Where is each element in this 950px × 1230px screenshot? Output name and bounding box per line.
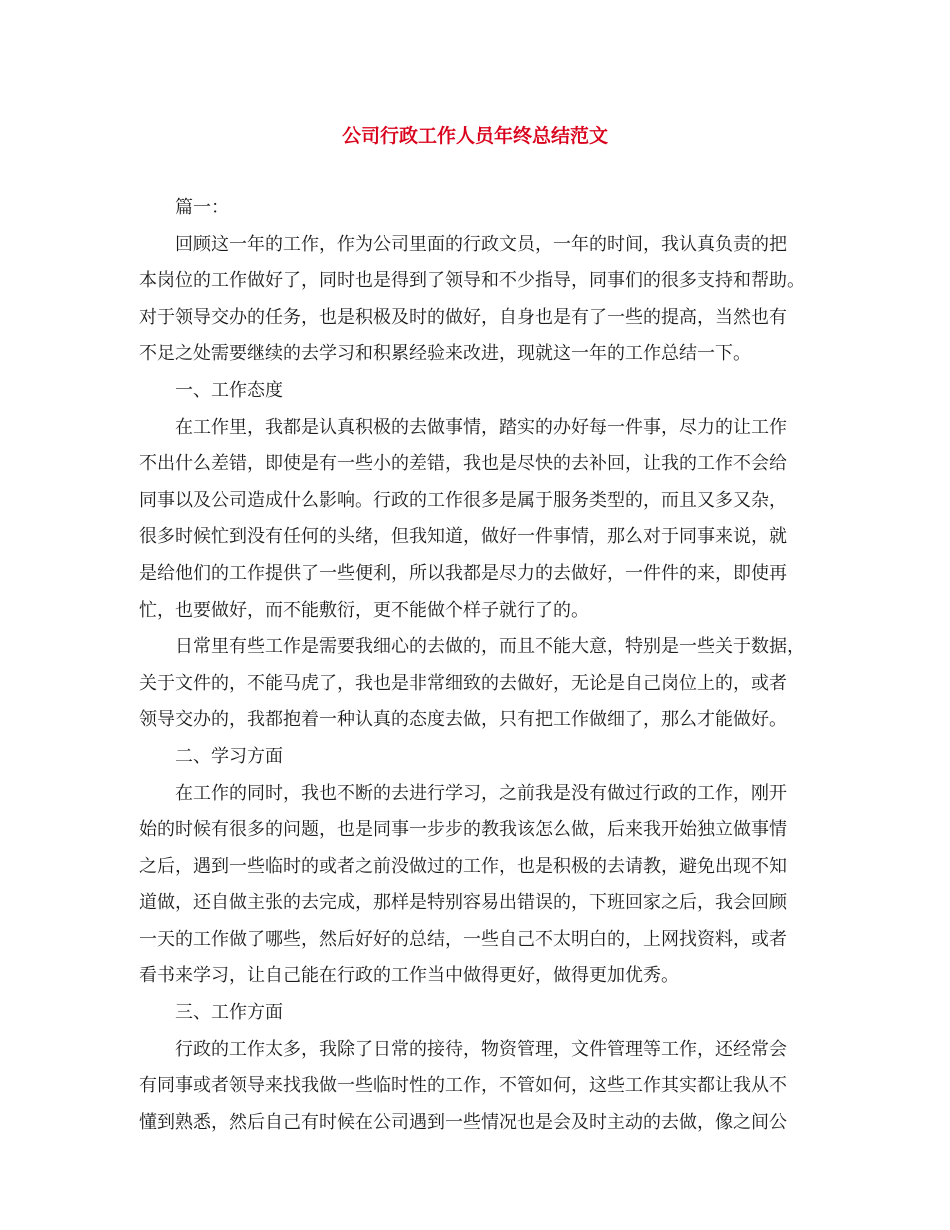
text-line: 篇一：	[175, 197, 229, 218]
text-line: 一、工作态度	[175, 379, 283, 401]
text-line: 道做，还自做主张的去完成，那样是特别容易出错误的，下班回家之后，我会回顾	[139, 892, 787, 914]
text-line: 很多时候忙到没有任何的头绪，但我知道，做好一件事情，那么对于同事来说，就	[139, 526, 787, 548]
text-line: 二、学习方面	[175, 745, 283, 767]
text-line: 三、工作方面	[175, 1002, 283, 1024]
document-body	[139, 190, 819, 1141]
text-line: 不出什么差错，即使是有一些小的差错，我也是尽快的去补回，让我的工作不会给	[139, 453, 787, 475]
text-line: 本岗位的工作做好了，同时也是得到了领导和不少指导，同事们的很多支持和帮助。	[139, 270, 805, 292]
text-line: 始的时候有很多的问题，也是同事一步步的教我该怎么做，后来我开始独立做事情	[139, 819, 787, 841]
text-line: 是给他们的工作提供了一些便利，所以我都是尽力的去做好，一件件的来，即使再	[139, 562, 787, 584]
text-line: 有同事或者领导来找我做一些临时性的工作，不管如何，这些工作其实都让我从不	[139, 1075, 787, 1097]
text-line: 日常里有些工作是需要我细心的去做的，而且不能大意，特别是一些关于数据，	[175, 636, 805, 658]
text-line: 不足之处需要继续的去学习和积累经验来改进，现就这一年的工作总结一下。	[139, 343, 751, 365]
text-line: 回顾这一年的工作，作为公司里面的行政文员，一年的时间，我认真负责的把	[175, 233, 787, 255]
text-line: 关于文件的，不能马虎了，我也是非常细致的去做好，无论是自己岗位上的，或者	[139, 672, 787, 694]
text-line: 一天的工作做了哪些，然后好好的总结，一些自己不太明白的，上网找资料，或者	[139, 928, 787, 950]
text-line: 看书来学习，让自己能在行政的工作当中做得更好，做得更加优秀。	[139, 965, 679, 987]
text-line: 对于领导交办的任务，也是积极及时的做好，自身也是有了一些的提高，当然也有	[139, 306, 787, 328]
text-line: 行政的工作太多，我除了日常的接待，物资管理，文件管理等工作，还经常会	[175, 1038, 787, 1060]
text-line: 在工作的同时，我也不断的去进行学习，之前我是没有做过行政的工作，刚开	[175, 782, 787, 804]
text-line: 忙，也要做好，而不能敷衍，更不能做个样子就行了的。	[139, 599, 589, 621]
text-line: 领导交办的，我都抱着一种认真的态度去做，只有把工作做细了，那么才能做好。	[139, 709, 787, 731]
document-title: 公司行政工作人员年终总结范文	[341, 125, 608, 147]
text-line: 之后，遇到一些临时的或者之前没做过的工作，也是积极的去请教，避免出现不知	[139, 855, 787, 877]
text-line: 同事以及公司造成什么影响。行政的工作很多是属于服务类型的，而且又多又杂，	[139, 489, 787, 511]
text-line: 在工作里，我都是认真积极的去做事情，踏实的办好每一件事，尽力的让工作	[175, 416, 787, 438]
text-line: 懂到熟悉，然后自己有时候在公司遇到一些情况也是会及时主动的去做，像之间公	[139, 1111, 787, 1133]
